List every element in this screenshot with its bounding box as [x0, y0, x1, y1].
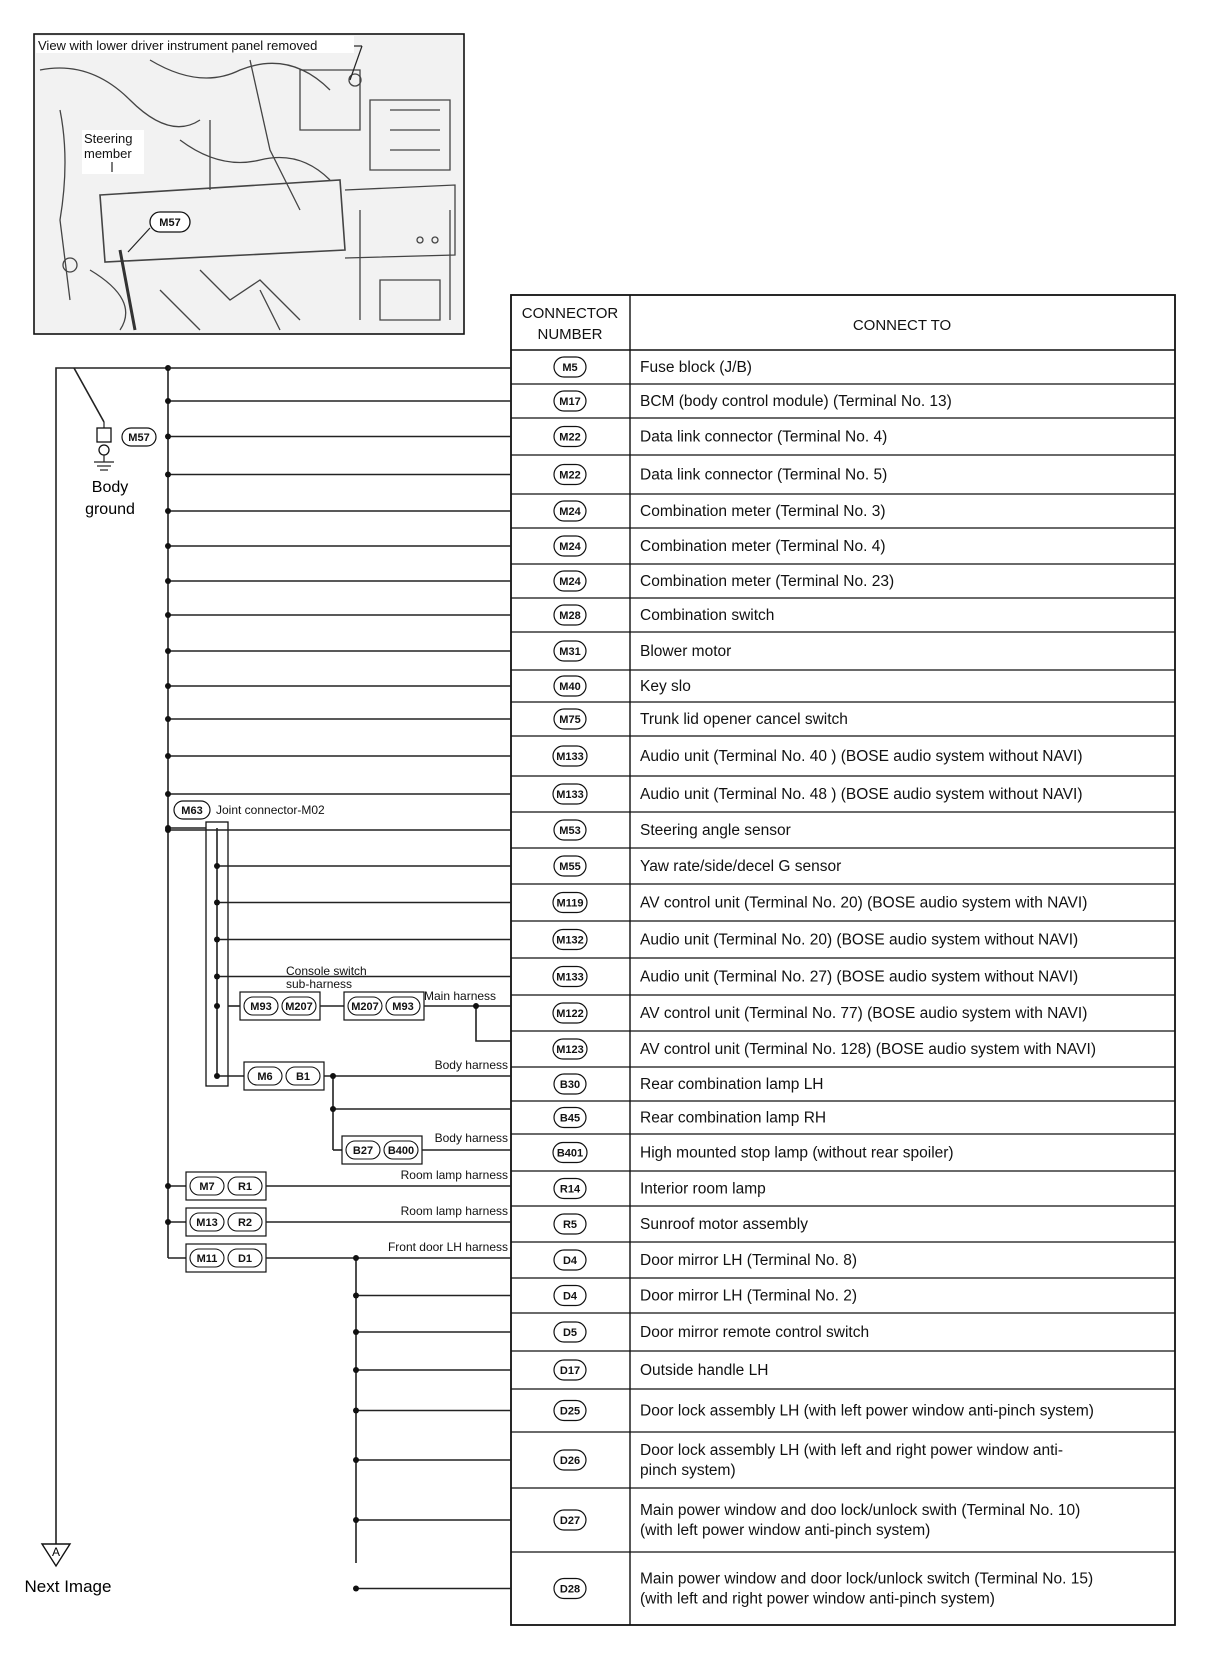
console-left-2: M207 [285, 1001, 313, 1013]
splice-dot [165, 648, 171, 654]
splice-dot [353, 1457, 359, 1463]
splice-dot [165, 434, 171, 440]
console-sub-harness [228, 964, 511, 1041]
table-row [511, 1143, 1175, 1172]
connector-number: M22 [559, 431, 581, 444]
table-row [511, 856, 1175, 884]
connect-to-text: Key slo [640, 678, 691, 695]
connect-to-text: Fuse block (J/B) [640, 359, 752, 376]
table-row [511, 391, 1175, 418]
table-row [511, 1442, 1175, 1488]
table-row [511, 427, 1175, 456]
connector-number: B45 [559, 1112, 581, 1125]
connect-to-text: Data link connector (Terminal No. 4) [640, 428, 888, 446]
splice-dot [353, 1367, 359, 1373]
connect-to-text: Outside handle LH [640, 1362, 769, 1379]
connector-number: M133 [556, 751, 584, 763]
splice-dot [165, 825, 171, 831]
table-row [511, 967, 1175, 996]
connect-to-text: High mounted stop lamp (without rear spoiler) [640, 1144, 954, 1162]
connect-to-text: Combination meter (Terminal No. 3) [640, 503, 886, 520]
table-rows [511, 357, 1175, 1608]
table-row [511, 1003, 1175, 1031]
connect-to-text: Door mirror LH (Terminal No. 2) [640, 1287, 858, 1305]
connect-to-text: Audio unit (Terminal No. 27) (BOSE audio system without NAVI) [640, 968, 1079, 986]
connect-to-text: pinch system) [640, 1462, 736, 1479]
console-right-2: M93 [392, 1001, 414, 1013]
joint-connector [168, 801, 325, 1086]
steering-label-1: Steering [84, 131, 133, 146]
door-pair-b: D1 [237, 1253, 253, 1265]
connector-number: M24 [559, 576, 581, 588]
console-label-1: Console switch [286, 964, 367, 978]
ground-label-1: Body [91, 479, 129, 496]
connect-to-text: AV control unit (Terminal No. 128) (BOSE audio system with NAVI) [640, 1041, 1096, 1058]
connector-table [511, 295, 1175, 1625]
connector-number: M28 [559, 610, 581, 622]
table-row [511, 893, 1175, 922]
header-connector-2: NUMBER [537, 326, 603, 343]
table-row [511, 1286, 1175, 1314]
body-pair1-a: M6 [257, 1071, 273, 1083]
room-lamp-harness [168, 1168, 511, 1236]
connect-to-text: AV control unit (Terminal No. 20) (BOSE audio system with NAVI) [640, 894, 1088, 912]
splice-dot [353, 1329, 359, 1335]
connector-number: M55 [559, 861, 581, 873]
splice-dot [165, 398, 171, 404]
connect-to-text: Audio unit (Terminal No. 40 ) (BOSE audio system without NAVI) [640, 748, 1083, 765]
door-pair-a: M11 [196, 1253, 218, 1265]
console-label-2: sub-harness [286, 977, 353, 991]
splice-dot [214, 863, 220, 869]
connector-number: M133 [556, 971, 584, 984]
splice-dot [165, 1183, 171, 1189]
connect-to-text: Blower motor [640, 643, 732, 660]
inset-caption: View with lower driver instrument panel removed [38, 38, 318, 53]
body-harness-label-1: Body harness [434, 1058, 508, 1072]
steering-label-2: member [84, 146, 132, 161]
body-harness [217, 1058, 511, 1164]
connect-to-text: Sunroof motor assembly [640, 1216, 808, 1233]
splice-dot [353, 1517, 359, 1523]
splice-dot [214, 900, 220, 906]
next-symbol-letter: A [51, 1545, 61, 1559]
connector-number: M122 [556, 1008, 584, 1020]
main-harness-label: Main harness [424, 989, 497, 1003]
connect-to-text: BCM (body control module) (Terminal No. 13) [640, 393, 952, 410]
splice-dot [165, 716, 171, 722]
splice-dot [214, 974, 220, 980]
connector-number: B401 [556, 1147, 584, 1160]
joint-connector-label: Joint connector-M02 [216, 803, 325, 817]
table-row [511, 930, 1175, 959]
table-row [511, 536, 1175, 564]
connect-to-text: Steering angle sensor [640, 822, 791, 839]
body-pair2-a: B27 [352, 1145, 374, 1157]
table-row [511, 1108, 1175, 1135]
table-row [511, 571, 1175, 598]
connector-number: M22 [559, 469, 581, 482]
ground-label-2: ground [85, 501, 135, 518]
connect-to-text: Door lock assembly LH (with left and right power window anti- [640, 1442, 1063, 1459]
splice-dot [165, 791, 171, 797]
table-row [511, 709, 1175, 736]
connect-to-text: Trunk lid opener cancel switch [640, 711, 848, 728]
connector-number: M75 [559, 714, 581, 726]
room-lamp-label-2: Room lamp harness [400, 1204, 508, 1218]
connect-to-text: Combination meter (Terminal No. 23) [640, 573, 895, 590]
table-row [511, 1250, 1175, 1278]
connect-to-text: AV control unit (Terminal No. 77) (BOSE audio system with NAVI) [640, 1005, 1088, 1022]
connect-to-text: Door lock assembly LH (with left power window anti-pinch system) [640, 1402, 1094, 1420]
connect-to-text: Yaw rate/side/decel G sensor [640, 858, 842, 875]
connect-to-text: Combination switch [640, 607, 775, 624]
splice-dot [165, 543, 171, 549]
connector-number: M5 [562, 362, 578, 374]
room-lamp-label-1: Room lamp harness [400, 1168, 508, 1182]
connect-to-text: Door mirror remote control switch [640, 1324, 870, 1341]
connect-to-text: Audio unit (Terminal No. 48 ) (BOSE audio system without NAVI) [640, 786, 1083, 803]
room-pair2-a: M13 [196, 1217, 218, 1229]
connector-number: M119 [556, 897, 584, 910]
connector-number: M17 [559, 396, 581, 408]
table-row [511, 1401, 1175, 1433]
splice-dot [165, 508, 171, 514]
connect-to-text: Audio unit (Terminal No. 20) (BOSE audio system without NAVI) [640, 931, 1079, 949]
splice-dot [214, 1003, 220, 1009]
table-row [554, 1571, 1093, 1608]
wiring-network [25, 365, 511, 1596]
connector-number: D28 [559, 1583, 581, 1596]
connect-to-text: (with left and right power window anti-pinch system) [640, 1590, 995, 1608]
connector-number: D25 [559, 1405, 581, 1418]
ground-connector-badge: M57 [128, 432, 150, 444]
connector-number: R5 [562, 1219, 578, 1231]
connect-to-text: Data link connector (Terminal No. 5) [640, 466, 888, 484]
front-door-harness [168, 1240, 511, 1563]
connector-number: M40 [559, 681, 581, 693]
connector-number: B30 [559, 1079, 581, 1091]
connector-number: M24 [559, 541, 581, 553]
connector-number: D27 [559, 1515, 581, 1527]
header-connector-1: CONNECTOR [521, 305, 619, 322]
joint-connector-badge: M63 [181, 805, 203, 817]
table-row [511, 501, 1175, 528]
connect-to-text: Main power window and door lock/unlock switch (Terminal No. 15) [640, 1570, 1094, 1588]
header-connect-to: CONNECT TO [852, 317, 952, 334]
table-row [511, 1214, 1175, 1242]
body-harness-label-2: Body harness [434, 1131, 508, 1145]
body-pair1-b: B1 [295, 1071, 311, 1083]
splice-dot [353, 1586, 359, 1592]
room-pair1-b: R1 [237, 1181, 253, 1193]
body-pair2-b: B400 [387, 1145, 415, 1157]
connector-number: R14 [559, 1183, 581, 1196]
connect-to-text: Interior room lamp [640, 1180, 766, 1198]
splice-dot [165, 472, 171, 478]
console-right-1: M207 [351, 1001, 379, 1013]
console-left-1: M93 [250, 1001, 272, 1013]
splice-dot [165, 683, 171, 689]
splice-dot [353, 1293, 359, 1299]
table-row [511, 784, 1175, 812]
connector-number: D26 [559, 1455, 581, 1467]
table-row [511, 641, 1175, 670]
table-row [511, 676, 1175, 702]
connect-to-text: (with left power window anti-pinch system) [640, 1522, 931, 1539]
table-row [511, 746, 1175, 776]
body-ground-symbol [85, 422, 156, 518]
splice-dot [165, 578, 171, 584]
connect-to-text: Main power window and doo lock/unlock swith (Terminal No. 10) [640, 1502, 1081, 1519]
table-row [511, 1039, 1175, 1067]
connect-to-text: Rear combination lamp LH [640, 1076, 824, 1093]
connector-number: M24 [559, 506, 581, 518]
splice-dot [165, 753, 171, 759]
connector-number: D4 [562, 1255, 578, 1267]
connector-number: M53 [559, 825, 581, 837]
connector-number: M132 [556, 934, 584, 947]
connector-number: M123 [556, 1044, 584, 1056]
splice-dot [165, 612, 171, 618]
splice-dot [214, 1073, 220, 1079]
table-row [511, 1360, 1175, 1389]
table-row [511, 1074, 1175, 1101]
table-row [511, 465, 1175, 495]
connect-to-text: Combination meter (Terminal No. 4) [640, 538, 886, 555]
connector-number: M31 [559, 646, 581, 658]
next-image-label: Next Image [24, 1577, 112, 1596]
front-door-label: Front door LH harness [387, 1240, 508, 1254]
table-row [511, 1179, 1175, 1207]
table-row [511, 605, 1175, 632]
table-row [511, 357, 1175, 384]
inset-connector-badge: M57 [159, 217, 181, 229]
table-row [511, 1322, 1175, 1351]
connector-number: M133 [556, 789, 584, 801]
inset-view [34, 34, 464, 334]
table-row [511, 820, 1175, 848]
next-image-symbol [25, 1544, 112, 1596]
splice-dot [214, 937, 220, 943]
connector-number: D5 [562, 1327, 578, 1339]
table-row [511, 1502, 1175, 1552]
splice-dot [165, 1219, 171, 1225]
connector-number: D17 [559, 1365, 581, 1377]
connect-to-text: Door mirror LH (Terminal No. 8) [640, 1252, 858, 1269]
splice-dot [353, 1408, 359, 1414]
connect-to-text: Rear combination lamp RH [640, 1109, 827, 1127]
room-pair1-a: M7 [199, 1181, 215, 1193]
room-pair2-b: R2 [237, 1217, 253, 1229]
connector-number: D4 [562, 1290, 578, 1303]
